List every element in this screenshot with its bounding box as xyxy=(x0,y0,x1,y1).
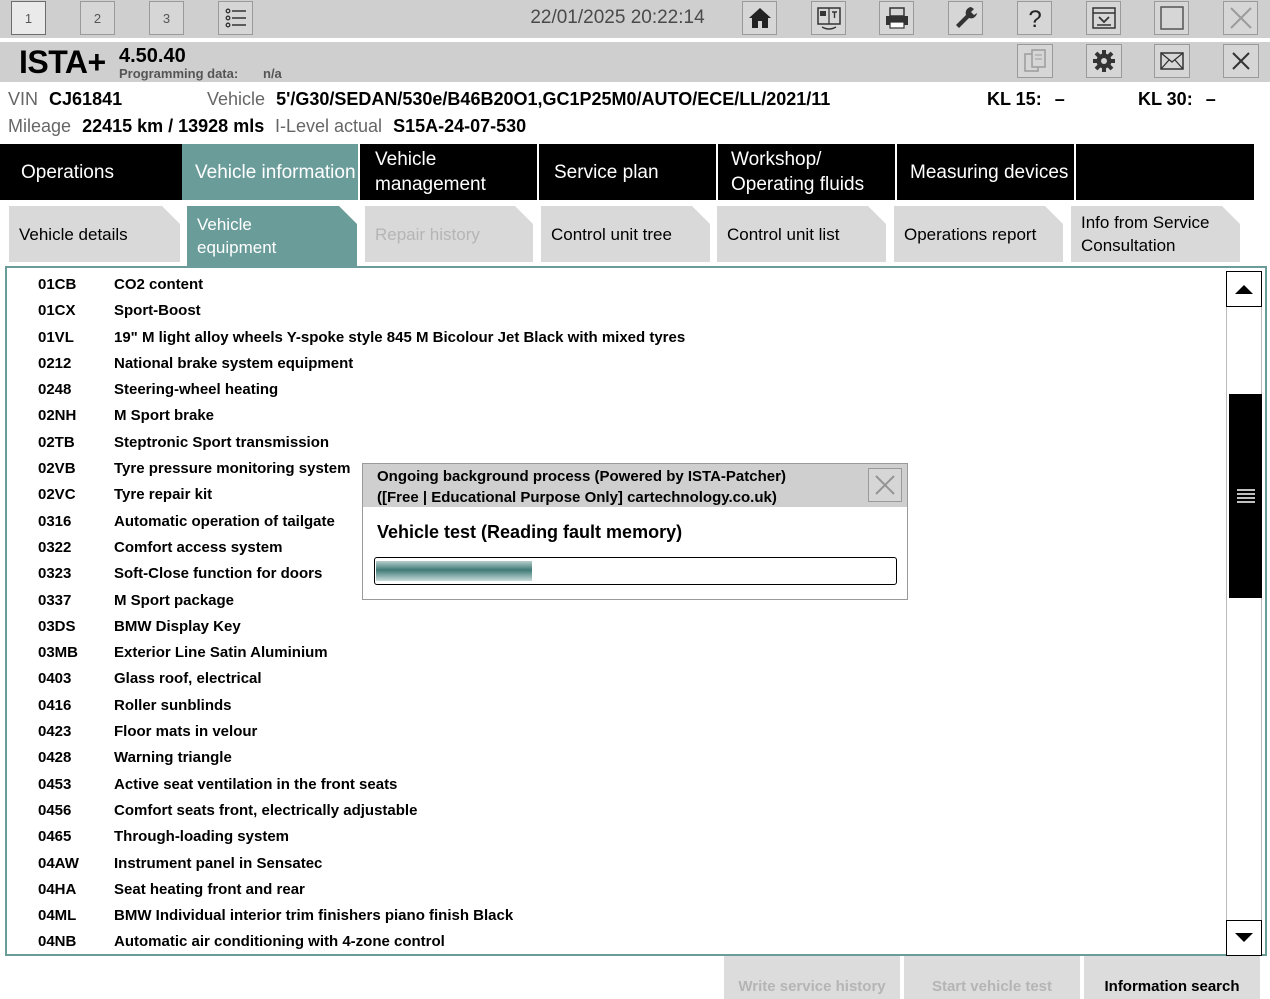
tab-vehicle-equipment[interactable] xyxy=(187,206,357,266)
printer-icon xyxy=(884,5,910,31)
mileage-label: Mileage xyxy=(8,116,72,136)
progress-fill xyxy=(376,561,532,581)
equipment-code: 01CB xyxy=(38,276,77,293)
vin-field xyxy=(8,89,122,110)
kl15-label: KL 15: xyxy=(987,89,1042,109)
equipment-description: Exterior Line Satin Aluminium xyxy=(114,644,328,662)
tab-repair-history-label: Repair history xyxy=(375,224,480,244)
gear-icon xyxy=(1091,48,1117,74)
dialog-title-line1: Ongoing background process (Powered by ISTA-Patcher) xyxy=(377,468,786,485)
dialog-title-line2: ([Free | Educational Purpose Only] cartechnology.co.uk) xyxy=(377,489,777,506)
tab-corner xyxy=(515,206,533,224)
scroll-down-button[interactable] xyxy=(1226,920,1262,956)
equipment-code: 0465 xyxy=(38,828,72,846)
session-tab-1-label: 1 xyxy=(24,10,33,26)
translate-button[interactable] xyxy=(811,1,846,35)
tab-corner xyxy=(162,206,180,224)
equipment-description: Comfort access system xyxy=(114,538,283,556)
equipment-code: 0423 xyxy=(38,723,72,741)
session-tab-2-label: 2 xyxy=(93,10,102,26)
equipment-description: Tyre repair kit xyxy=(114,486,213,504)
mail-icon xyxy=(1159,48,1185,74)
equipment-code: 0248 xyxy=(38,381,72,399)
tab-control-unit-tree-label: Control unit tree xyxy=(551,224,672,244)
download-icon xyxy=(1091,5,1117,31)
vehicle-value: 5'/G30/SEDAN/530e/B46B20O1,GC1P25M0/AUTO/ECE/LL/2021/11 xyxy=(276,89,831,109)
wrench-icon xyxy=(953,5,979,31)
equipment-description: Glass roof, electrical xyxy=(114,670,262,688)
equipment-code: 0212 xyxy=(38,354,72,372)
close-app-button[interactable] xyxy=(1223,1,1258,35)
close-icon xyxy=(1228,5,1254,31)
nav-operations[interactable]: Operations xyxy=(6,144,180,200)
equipment-code: 01VL xyxy=(38,328,74,346)
vin-label: VIN xyxy=(8,89,39,109)
session-tab-3-label: 3 xyxy=(162,10,171,26)
nav-measuring-devices[interactable]: Measuring devices xyxy=(897,144,1074,200)
equipment-code: 04NB xyxy=(38,933,77,951)
session-tab-1[interactable] xyxy=(11,1,46,35)
copy-document-icon xyxy=(1022,48,1048,74)
main-navigation xyxy=(0,144,1254,200)
top-toolbar xyxy=(0,0,1270,38)
equipment-panel xyxy=(5,266,1267,956)
equipment-code: 02VC xyxy=(38,486,76,504)
equipment-code: 0316 xyxy=(38,512,72,530)
arrow-up-icon xyxy=(1234,283,1254,295)
maximize-icon xyxy=(1159,5,1185,31)
nav-vehicle-management[interactable]: Vehicle management xyxy=(360,144,537,200)
vin-value: CJ61841 xyxy=(49,89,123,109)
home-icon xyxy=(747,5,773,31)
scroll-track[interactable] xyxy=(1226,307,1262,920)
list-icon xyxy=(223,5,249,31)
dialog-header xyxy=(363,464,907,507)
equipment-code: 0428 xyxy=(38,749,72,767)
equipment-code: 04HA xyxy=(38,880,77,898)
tab-info-label: Info from Service Consultation xyxy=(1081,213,1210,255)
tab-vehicle-details[interactable] xyxy=(9,206,180,262)
vehicle-field xyxy=(207,89,830,110)
equipment-code: 0322 xyxy=(38,538,72,556)
equipment-code: 0337 xyxy=(38,591,72,609)
tab-corner xyxy=(692,206,710,224)
vertical-scrollbar[interactable] xyxy=(1226,271,1262,956)
equipment-description: Automatic air conditioning with 4-zone control xyxy=(114,933,445,951)
session-tab-3[interactable] xyxy=(149,1,184,35)
nav-empty-slot xyxy=(1076,144,1252,200)
close-icon xyxy=(873,473,897,497)
equipment-code: 0453 xyxy=(38,775,72,793)
progress-bar xyxy=(374,557,897,585)
nav-workshop-operating-fluids[interactable]: Workshop/ Operating fluids xyxy=(718,144,895,200)
tab-corner xyxy=(868,206,886,224)
tab-control-unit-tree[interactable] xyxy=(541,206,710,262)
ilevel-value: S15A-24-07-530 xyxy=(393,116,527,136)
equipment-code: 0323 xyxy=(38,565,72,583)
equipment-description: Instrument panel in Sensatec xyxy=(114,854,323,872)
tab-repair-history[interactable] xyxy=(365,206,533,262)
svg-text:?: ? xyxy=(1027,6,1042,31)
download-button[interactable] xyxy=(1086,1,1121,35)
scroll-thumb[interactable] xyxy=(1229,394,1262,598)
equipment-description: M Sport package xyxy=(114,591,235,609)
equipment-code: 04AW xyxy=(38,854,79,872)
kl15-value: – xyxy=(1054,89,1065,109)
information-search-button[interactable]: Information search xyxy=(1084,956,1260,999)
equipment-description: Through-loading system xyxy=(114,828,290,846)
tab-operations-report-label: Operations report xyxy=(904,224,1037,244)
start-vehicle-test-button[interactable]: Start vehicle test xyxy=(904,956,1080,999)
home-button[interactable] xyxy=(742,1,777,35)
nav-service-plan[interactable]: Service plan xyxy=(539,144,716,200)
equipment-code: 02VB xyxy=(38,460,76,478)
equipment-description: Tyre pressure monitoring system xyxy=(114,460,351,478)
app-header xyxy=(0,42,1270,82)
equipment-description: Roller sunblinds xyxy=(114,696,232,714)
equipment-code: 02NH xyxy=(38,407,77,425)
close-session-button[interactable] xyxy=(1223,44,1259,78)
equipment-description: Warning triangle xyxy=(114,749,232,767)
equipment-description: Sport-Boost xyxy=(114,302,201,320)
kl30-value: – xyxy=(1205,89,1216,109)
scroll-up-button[interactable] xyxy=(1226,271,1262,307)
background-process-dialog xyxy=(362,463,908,600)
copy-button[interactable] xyxy=(1017,44,1053,78)
equipment-description: Steering-wheel heating xyxy=(114,381,279,399)
list-button[interactable] xyxy=(218,1,253,35)
nav-vehicle-information[interactable]: Vehicle information xyxy=(182,144,358,200)
programming-data-label: Programming data: xyxy=(119,66,239,81)
grip-icon xyxy=(1237,488,1255,504)
tab-corner xyxy=(339,206,357,224)
datetime-display: 22/01/2025 20:22:14 xyxy=(530,7,705,28)
equipment-description: Floor mats in velour xyxy=(114,723,258,741)
help-button[interactable] xyxy=(1017,1,1052,35)
equipment-description: Automatic operation of tailgate xyxy=(114,512,335,530)
equipment-description: M Sport brake xyxy=(114,407,215,425)
tab-control-unit-list-label: Control unit list xyxy=(727,224,840,244)
equipment-description: 19" M light alloy wheels Y-spoke style 845 M Bicolour Jet Black with mixed tyres xyxy=(114,328,686,346)
print-button[interactable] xyxy=(879,1,914,35)
equipment-code: 0416 xyxy=(38,696,72,714)
equipment-description: CO2 content xyxy=(114,276,204,293)
mail-button[interactable] xyxy=(1154,44,1190,78)
equipment-code: 0456 xyxy=(38,801,72,819)
maximize-button[interactable] xyxy=(1154,1,1189,35)
kl30-field xyxy=(1138,89,1216,110)
mileage-value: 22415 km / 13928 mls xyxy=(82,116,265,136)
tab-corner xyxy=(1222,206,1240,224)
programming-data-value: n/a xyxy=(263,66,282,81)
wrench-button[interactable] xyxy=(948,1,983,35)
equipment-description: Seat heating front and rear xyxy=(114,880,305,898)
equipment-code: 04ML xyxy=(38,907,77,925)
tab-control-unit-list[interactable] xyxy=(717,206,886,262)
equipment-description: National brake system equipment xyxy=(114,354,354,372)
tab-vehicle-equipment-label: Vehicle equipment xyxy=(197,215,277,257)
settings-button[interactable] xyxy=(1086,44,1122,78)
write-service-history-button[interactable]: Write service history xyxy=(724,956,900,999)
tab-corner xyxy=(1045,206,1063,224)
tab-operations-report[interactable] xyxy=(894,206,1063,262)
equipment-description: BMW Individual interior trim finishers piano finish Black xyxy=(114,907,514,925)
kl30-label: KL 30: xyxy=(1138,89,1193,109)
equipment-description: Soft-Close function for doors xyxy=(114,565,323,583)
equipment-code: 01CX xyxy=(38,302,76,320)
tab-info-from-service-consultation[interactable] xyxy=(1071,206,1240,262)
close-icon xyxy=(1228,48,1254,74)
app-version: 4.50.40 xyxy=(119,45,186,67)
equipment-description: Active seat ventilation in the front seats xyxy=(114,775,398,793)
translate-icon xyxy=(816,5,842,31)
vehicle-label: Vehicle xyxy=(207,89,266,109)
equipment-description: BMW Display Key xyxy=(114,617,241,635)
help-icon xyxy=(1022,5,1048,31)
session-tab-2[interactable] xyxy=(80,1,115,35)
equipment-code: 0403 xyxy=(38,670,72,688)
ilevel-field xyxy=(275,116,526,137)
equipment-description: Comfort seats front, electrically adjustable xyxy=(114,801,418,819)
tab-vehicle-details-label: Vehicle details xyxy=(19,224,128,244)
equipment-code: 03MB xyxy=(38,644,79,662)
dialog-message: Vehicle test (Reading fault memory) xyxy=(377,522,683,542)
mileage-field xyxy=(8,116,264,137)
arrow-down-icon xyxy=(1234,932,1254,944)
equipment-code: 03DS xyxy=(38,617,76,635)
equipment-code: 02TB xyxy=(38,433,75,451)
ilevel-label: I-Level actual xyxy=(275,116,383,136)
equipment-description: Steptronic Sport transmission xyxy=(114,433,330,451)
app-name: ISTA+ xyxy=(19,44,106,80)
dialog-close-button[interactable] xyxy=(868,468,902,502)
kl15-field xyxy=(987,89,1065,110)
